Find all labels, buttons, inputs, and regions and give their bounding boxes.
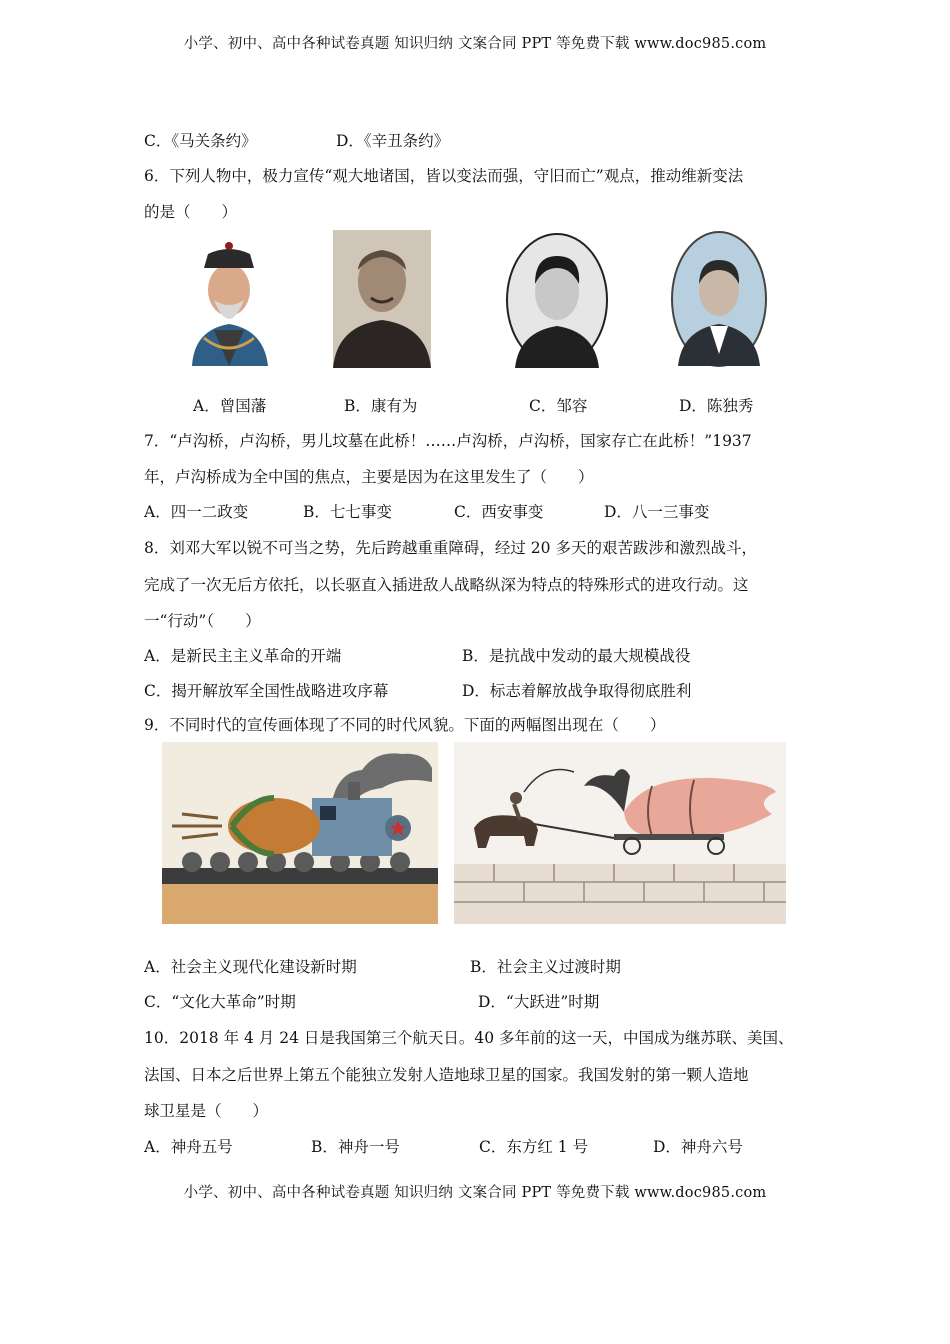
q9-option-a: A．社会主义现代化建设新时期 xyxy=(144,958,357,976)
q6-option-a: A．曾国藩 xyxy=(193,397,267,415)
q10-option-d: D．神舟六号 xyxy=(653,1138,743,1156)
propaganda-poster-train xyxy=(162,742,438,924)
propaganda-poster-oxcart xyxy=(454,742,786,924)
page-footer: 小学、初中、高中各种试卷真题 知识归纳 文案合同 PPT 等免费下载 www.doc985.com xyxy=(183,1185,767,1201)
q7-option-d: D．八一三事变 xyxy=(604,503,710,521)
q8-option-b: B．是抗战中发动的最大规模战役 xyxy=(462,647,691,665)
q10-option-c: C．东方红 1 号 xyxy=(479,1138,589,1156)
q7-stem-line2: 年，卢沟桥成为全中国的焦点，主要是因为在这里发生了（ ） xyxy=(144,468,594,486)
q8-stem-line1: 8．刘邓大军以锐不可当之势，先后跨越重重障碍，经过 20 多天的艰苦跋涉和激烈战斗， xyxy=(144,539,757,557)
q10-stem-line2: 法国、日本之后世界上第五个能独立发射人造地球卫星的国家。我国发射的第一颗人造地 xyxy=(144,1066,749,1084)
q6-option-b: B．康有为 xyxy=(344,397,418,415)
q7-option-a: A．四一二政变 xyxy=(144,503,249,521)
portrait-zou-rong xyxy=(505,232,609,368)
q7-stem-line1: 7．“卢沟桥，卢沟桥，男儿坟墓在此桥！……卢沟桥，卢沟桥，国家存亡在此桥！”1937 xyxy=(144,432,752,450)
q5-option-d: D．《辛丑条约》 xyxy=(336,132,450,150)
q6-stem-line1: 6．下列人物中，极力宣传“观大地诸国，皆以变法而强，守旧而亡”观点，推动维新变法 xyxy=(144,167,744,185)
q10-option-b: B．神舟一号 xyxy=(311,1138,400,1156)
portrait-kang-youwei xyxy=(333,230,431,368)
q9-option-c: C．“文化大革命”时期 xyxy=(144,993,296,1011)
q6-option-c: C．邹容 xyxy=(529,397,588,415)
q9-option-d: D．“大跃进”时期 xyxy=(478,993,600,1011)
page-header: 小学、初中、高中各种试卷真题 知识归纳 文案合同 PPT 等免费下载 www.doc985.com xyxy=(183,36,767,52)
q8-option-c: C．揭开解放军全国性战略进攻序幕 xyxy=(144,682,389,700)
q7-option-b: B．七七事变 xyxy=(303,503,392,521)
q10-stem-line3: 球卫星是（ ） xyxy=(144,1102,269,1120)
q8-option-d: D．标志着解放战争取得彻底胜利 xyxy=(462,682,692,700)
q9-option-b: B．社会主义过渡时期 xyxy=(470,958,621,976)
portrait-chen-duxiu xyxy=(670,230,768,368)
q10-option-a: A．神舟五号 xyxy=(144,1138,233,1156)
q10-stem-line1: 10．2018 年 4 月 24 日是我国第三个航天日。40 多年前的这一天，中国成为继苏联、美国、 xyxy=(144,1029,794,1047)
q7-option-c: C．西安事变 xyxy=(454,503,544,521)
q8-stem-line2: 完成了一次无后方依托，以长驱直入插进敌人战略纵深为特点的特殊形式的进攻行动。这 xyxy=(144,576,749,594)
q9-stem-line1: 9．不同时代的宣传画体现了不同的时代风貌。下面的两幅图出现在（ ） xyxy=(144,716,666,734)
q8-option-a: A．是新民主主义革命的开端 xyxy=(144,647,342,665)
q6-option-d: D．陈独秀 xyxy=(679,397,754,415)
q6-stem-line2: 的是（ ） xyxy=(144,203,238,221)
q5-option-c: C．《马关条约》 xyxy=(144,132,257,150)
q8-stem-line3: 一“行动”（ ） xyxy=(144,612,261,630)
portrait-zeng-guofan xyxy=(184,238,274,366)
